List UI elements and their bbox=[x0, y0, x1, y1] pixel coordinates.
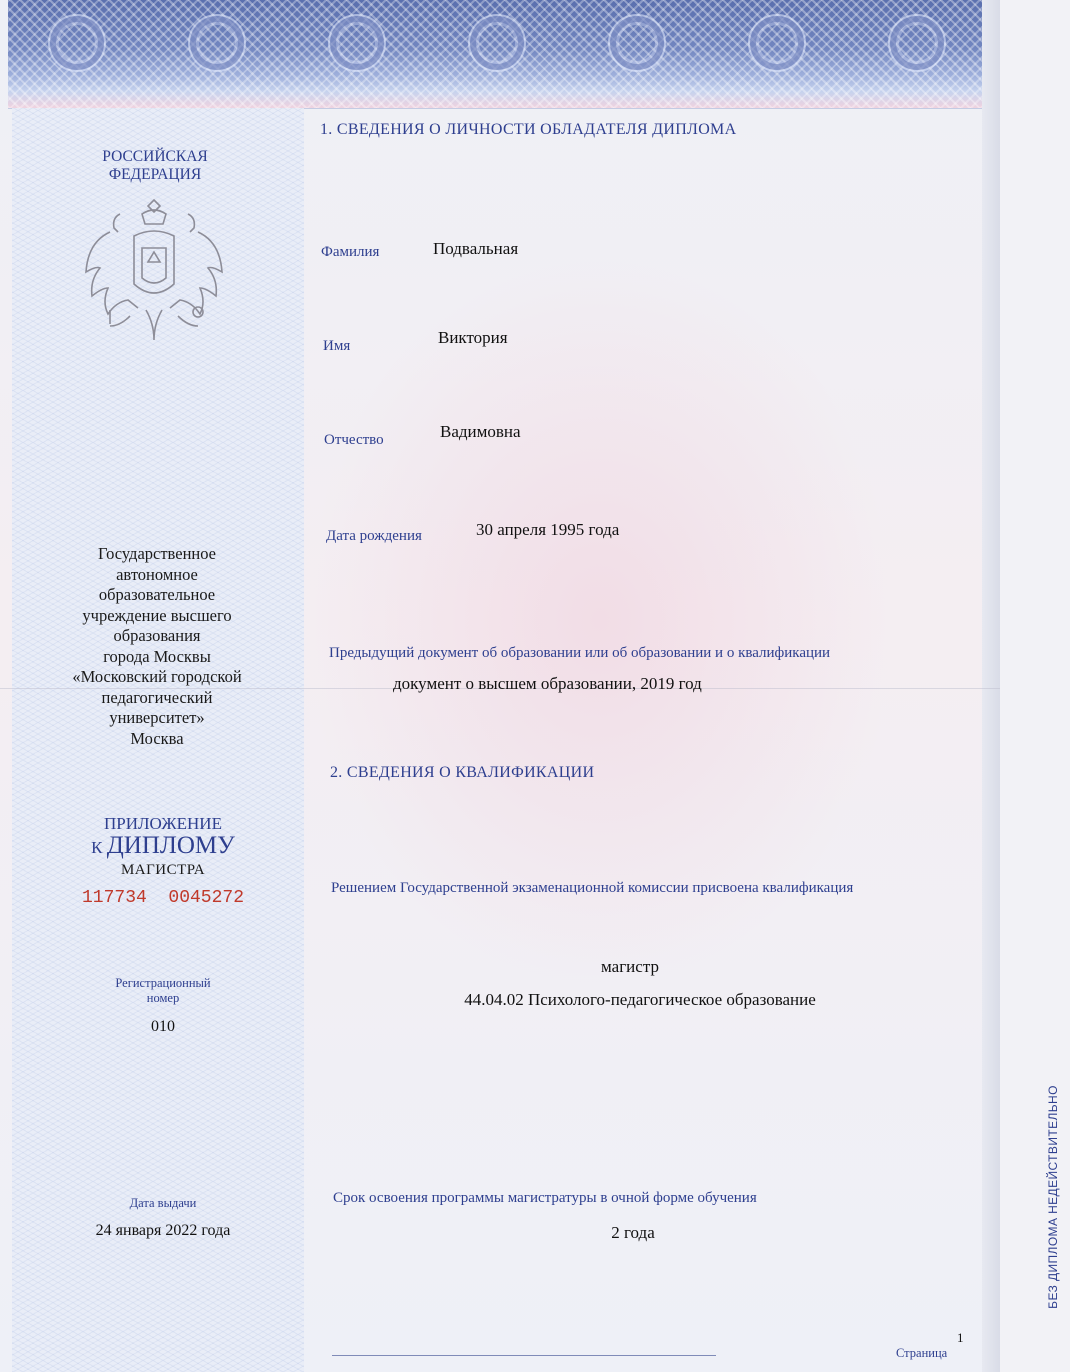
registration-label: Регистрационный номер bbox=[115, 976, 211, 1005]
validity-note: БЕЗ ДИПЛОМА НЕДЕЙСТВИТЕЛЬНО bbox=[1046, 1085, 1060, 1309]
supplement-title-line1: ПРИЛОЖЕНИЕ bbox=[104, 814, 222, 833]
patronymic-value: Вадимовна bbox=[440, 422, 521, 441]
registration-number: 010 bbox=[151, 1018, 175, 1035]
first-name-label: Имя bbox=[323, 338, 351, 354]
surname-value: Подвальная bbox=[433, 239, 519, 258]
guilloche-rosette bbox=[608, 14, 666, 72]
guilloche-rosette bbox=[468, 14, 526, 72]
page-number: 1 bbox=[957, 1330, 964, 1345]
section2-heading: 2. СВЕДЕНИЯ О КВАЛИФИКАЦИИ bbox=[330, 764, 595, 781]
institution-name: Государственное автономное образовательное учреждение высшего образования города Москвы «Московский городской педагогический университет» Москва bbox=[72, 544, 242, 748]
study-term-label: Срок освоения программы магистратуры в очной форме обучения bbox=[333, 1190, 757, 1206]
page-label: Страница bbox=[896, 1346, 948, 1360]
patronymic-label: Отчество bbox=[324, 432, 384, 448]
guilloche-rosette bbox=[748, 14, 806, 72]
signature-line bbox=[332, 1355, 716, 1356]
issue-date: 24 января 2022 года bbox=[95, 1222, 231, 1239]
previous-document-value: документ о высшем образовании, 2019 год bbox=[393, 674, 702, 693]
supplement-title: К ДИПЛОМУ bbox=[91, 832, 235, 859]
coat-of-arms-emblem bbox=[80, 192, 228, 352]
birth-date-label: Дата рождения bbox=[326, 528, 422, 544]
study-term-value: 2 года bbox=[611, 1223, 655, 1242]
surname-label: Фамилия bbox=[321, 244, 380, 260]
issue-date-label: Дата выдачи bbox=[129, 1196, 197, 1210]
decorative-top-band bbox=[8, 0, 982, 109]
qualification-value: магистр bbox=[601, 957, 659, 976]
previous-document-label: Предыдущий документ об образовании или об образовании и о квалификации bbox=[329, 645, 831, 661]
serial-number: 117734 0045272 bbox=[81, 888, 245, 908]
specialty-value: 44.04.02 Психолого-педагогическое образование bbox=[464, 990, 816, 1009]
paper-edge bbox=[982, 0, 1000, 1372]
qualification-decision-label: Решением Государственной экзаменационной комиссии присвоена квалификация bbox=[331, 880, 854, 896]
guilloche-rosette bbox=[48, 14, 106, 72]
guilloche-rosette bbox=[328, 14, 386, 72]
guilloche-rosette bbox=[888, 14, 946, 72]
degree-level: МАГИСТРА bbox=[120, 862, 206, 878]
section1-heading: 1. СВЕДЕНИЯ О ЛИЧНОСТИ ОБЛАДАТЕЛЯ ДИПЛОМА bbox=[320, 121, 737, 138]
first-name-value: Виктория bbox=[438, 328, 508, 347]
guilloche-rosette bbox=[188, 14, 246, 72]
birth-date-value: 30 апреля 1995 года bbox=[476, 520, 620, 539]
country-name: РОССИЙСКАЯ ФЕДЕРАЦИЯ bbox=[102, 148, 208, 183]
